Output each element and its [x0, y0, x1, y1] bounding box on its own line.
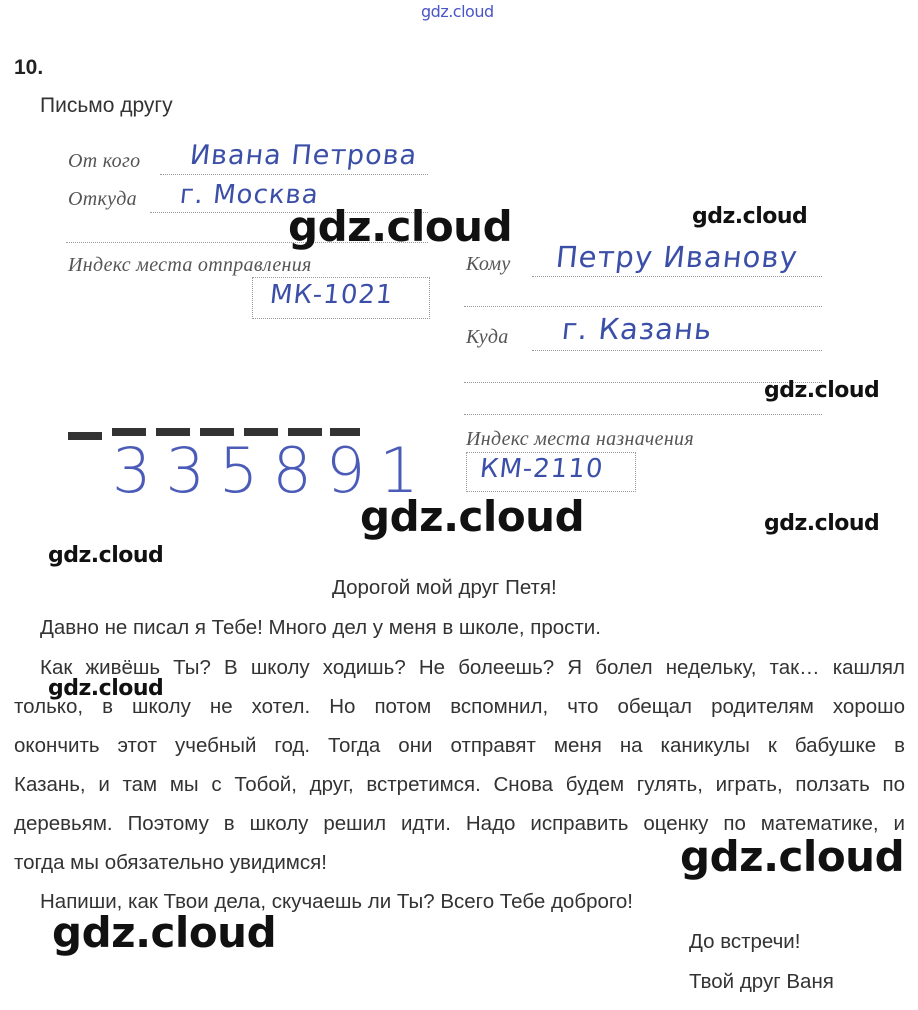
where-from-value: г. Москва — [178, 180, 321, 210]
watermark: gdz.cloud — [52, 908, 277, 957]
postcode-mark — [68, 432, 102, 440]
letter-greeting: Дорогой мой друг Петя! — [332, 576, 557, 599]
postcode-digit: 3 — [165, 434, 219, 507]
letter-line: деревьям. Поэтому в школу решил идти. Надо исправить оценку по математике, и — [14, 812, 905, 835]
postcode-digit: 8 — [272, 434, 326, 507]
from-value: Ивана Петрова — [188, 140, 419, 171]
to-line-2 — [464, 306, 822, 307]
watermark: gdz.cloud — [48, 543, 164, 568]
watermark: gdz.cloud — [764, 378, 880, 403]
where-to-line — [532, 350, 822, 351]
task-title: Письмо другу — [40, 94, 173, 117]
watermark-top: gdz.cloud — [421, 2, 494, 21]
where-to-label: Куда — [466, 326, 509, 348]
from-label: От кого — [68, 150, 141, 172]
to-value: Петру Иванову — [554, 240, 800, 274]
watermark: gdz.cloud — [360, 492, 585, 541]
where-to-value: г. Казань — [560, 312, 715, 346]
letter-line: тогда мы обязательно увидимся! — [14, 851, 327, 874]
watermark: gdz.cloud — [764, 511, 880, 536]
sender-index-label: Индекс места отправления — [68, 254, 312, 276]
watermark: gdz.cloud — [288, 202, 513, 251]
letter-closing: До встречи! — [689, 930, 801, 953]
letter-line: Напиши, как Твои дела, скучаешь ли Ты? Всего Тебе доброго! — [40, 890, 633, 913]
letter-line: только, в школу не хотел. Но потом вспомнил, что обещал родителям хорошо — [14, 695, 905, 718]
from-line — [160, 174, 428, 175]
postcode-digit: 1 — [379, 434, 433, 507]
task-number: 10. — [14, 56, 44, 79]
dest-index-label: Индекс места назначения — [466, 428, 694, 450]
to-label: Кому — [466, 253, 511, 275]
sender-index-value: МК-1021 — [268, 280, 396, 310]
letter-signature: Твой друг Ваня — [689, 970, 834, 993]
postcode-digit: 3 — [112, 434, 166, 507]
where-from-label: Откуда — [68, 188, 137, 210]
postcode-digit: 9 — [325, 434, 380, 507]
postcode-digit: 5 — [218, 434, 273, 507]
dest-index-value: КМ-2110 — [478, 454, 606, 484]
watermark: gdz.cloud — [692, 204, 808, 229]
letter-line: Давно не писал я Тебе! Много дел у меня в школе, прости. — [40, 616, 601, 639]
letter-line: Как живёшь Ты? В школу ходишь? Не болеешь? Я болел недельку, так… кашлял — [40, 656, 905, 679]
watermark: gdz.cloud — [680, 832, 905, 881]
watermark: gdz.cloud — [48, 676, 164, 701]
where-to-line-3 — [464, 414, 822, 415]
letter-line: Казань, и там мы с Тобой, друг, встретимся. Снова будем гулять, играть, ползать по — [14, 773, 905, 796]
letter-line: окончить этот учебный год. Тогда они отправят меня на каникулы к бабушке в — [14, 734, 905, 757]
to-line — [532, 276, 822, 277]
